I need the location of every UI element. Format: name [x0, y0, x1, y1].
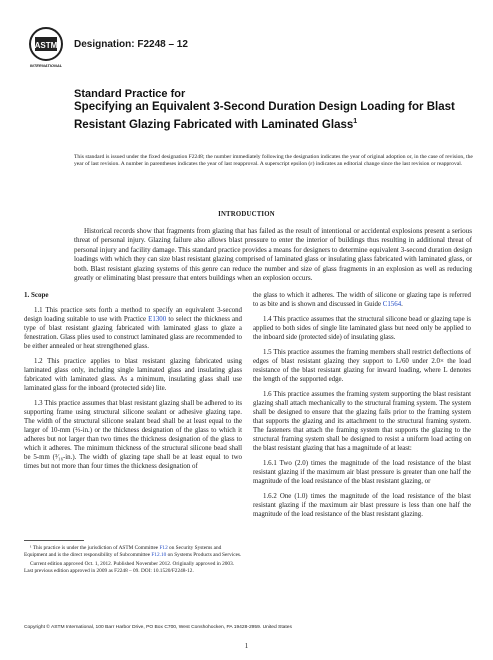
page-number: 1	[244, 642, 249, 650]
title-block	[74, 88, 474, 132]
footnote-1-text-c: on Systems Products and Services.	[166, 551, 242, 558]
left-column	[24, 291, 242, 477]
footnote-1-text-b: on Security Systems and Equipment and is the direct responsibility of Subcommittee	[24, 545, 222, 558]
paragraph-1-1	[24, 306, 242, 351]
introduction-text: Historical records show that fragments from glazing that has failed as the result of intentional or accidental explosions present a serious threat of personal injury. Glazing failure also allows blast pressure to enter the interior of buildings thus resulting in additional threat of personal injury and facility damage. This standard practice provides a means for designers to determine equivalent 3-second duration design loadings with which they can size blast resistant glazing comprised of laminated glass or insulating glass fabricated with laminated glass, or both. Blast resistant glazing systems of this genre can reduce the number and size of glass fragments in an explosion as well as reducing greatly or eliminating blast pressure that enters buildings when an explosion occurs.	[74, 227, 472, 283]
paragraph-1-3-cont-text-b: .	[401, 301, 403, 308]
footnote-rule	[24, 540, 84, 541]
svg-text:ASTM: ASTM	[34, 41, 58, 50]
introduction-heading: INTRODUCTION	[218, 211, 275, 218]
paragraph-1-1-text-a: 1.1 This practice sets forth a method to specify an equivalent 3-second design loading suitable to use with Practice	[24, 307, 242, 323]
paragraph-1-3-continued	[253, 291, 471, 309]
right-column	[253, 291, 471, 525]
astm-logo	[26, 26, 66, 70]
paragraph-1-5: 1.5 This practice assumes the framing members shall restrict deflections of edges of blast resistant glazing they support to L/60 under 2.0× the load resistance of the blast resistant glazing for inward loading, where L denotes the length of the supported edge.	[253, 349, 471, 383]
link-c1564[interactable]: C1564	[382, 301, 402, 308]
footnote-edition: Current edition approved Oct. 1, 2012. Published November 2012. Originally approved in 2003. Last previous edition approved in 2009 as F2248 – 09. DOI: 10.1520/F2248-12.	[24, 560, 235, 574]
copyright-notice: Copyright © ASTM International, 100 Barr Harbor Drive, PO Box C700, West Conshohocken, PA 19428-2959. United States	[24, 625, 292, 630]
designation: Designation: F2248 – 12	[74, 39, 188, 50]
title-footnote-mark[interactable]: 1	[353, 117, 358, 125]
paragraph-1-6-2: 1.6.2 One (1.0) times the magnitude of the load resistance of the blast resistant glazing if the maximum air blast pressure is less than one half the magnitude of the load resistance of the blast resistant glazing.	[253, 493, 471, 518]
document-title-text: Specifying an Equivalent 3-Second Duration Design Loading for Blast Resistant Glazing Fabricated with Laminated Glass	[74, 101, 455, 131]
paragraph-1-6: 1.6 This practice assumes the framing system supporting the blast resistant glazing shall attach mechanically to the structural framing system. The system shall be designed to ensure that the glazing fails prior to the framing system that supports the glazing and its attachment to the structural framing system. The fasteners that attach the framing system that supports the glazing to the structural framing system shall be designed to resist a uniform load acting on the blast resistant glazing that has a magnitude of at least:	[253, 391, 471, 452]
paragraph-1-6-1: 1.6.1 Two (2.0) times the magnitude of the load resistance of the blast resistant glazing if the maximum air blast pressure is greater than one half the magnitude of the load resistance of the blast resistant glazing, or	[253, 460, 471, 485]
scope-heading: 1. Scope	[24, 291, 49, 299]
standard-note: This standard is issued under the fixed designation F2248; the number immediately following the designation indicates the year of original adoption or, in the case of revision, the year of last revision. A number in parentheses indicates the year of last reapproval. A superscript epsilon (ε) indicates an editorial change since the last revision or reapproval.	[74, 154, 473, 168]
paragraph-1-3-cont-text-a: the glass to which it adheres. The width of silicone or glazing tape is referred to as bite and is shown and discussed in Guide	[253, 292, 471, 308]
title-prefix: Standard Practice for	[74, 88, 186, 100]
paragraph-1-2: 1.2 This practice applies to blast resistant glazing fabricated using laminated glass only, including single laminated glass and insulating glass fabricated with laminated glass. As a minimum, insulating glass shall use laminated glass for the inboard (protected side) lite.	[24, 358, 242, 392]
link-f12-10[interactable]: F12.10	[151, 551, 167, 558]
footnotes	[24, 545, 242, 577]
document-title	[74, 101, 474, 132]
astm-logo-icon	[26, 26, 66, 70]
paragraph-1-3: 1.3 This practice assumes that blast resistant glazing shall be adhered to its supporting frame using structural silicone sealant or adhesive glazing tape. The width of the structural silicone sealant bead shall be at least equal to the larger of 10-mm (⅔-in.) or the thickness designation of the glass to which it adheres but not larger than two times the thickness designation of the glass to which it adheres. The minimum thickness of the structural silicone bead shall be 5-mm (³⁄₁₆-in.). The width of glazing tape shall be at least equal to two times but not more than four times the thickness designation of	[24, 400, 242, 470]
footnote-1	[24, 545, 242, 559]
link-e1300[interactable]: E1300	[148, 316, 167, 323]
link-f12[interactable]: F12	[159, 545, 168, 551]
svg-text:INTERNATIONAL: INTERNATIONAL	[29, 63, 63, 68]
paragraph-1-4: 1.4 This practice assumes that the structural silicone bead or glazing tape is applied to both sides of single lite laminated glass but need only be applied to the inboard side (protected side) of insulating glass.	[253, 316, 471, 341]
paragraph-1-1-text-b: to select the thickness and type of blast resistant glazing fabricated with laminated glass to glaze a fenestration. Glass plies used to construct laminated glass are recommended to be either annealed or heat strengthened glass.	[24, 316, 243, 350]
footnote-1-text-a: ¹ This practice is under the jurisdiction of ASTM Committee	[30, 545, 160, 551]
